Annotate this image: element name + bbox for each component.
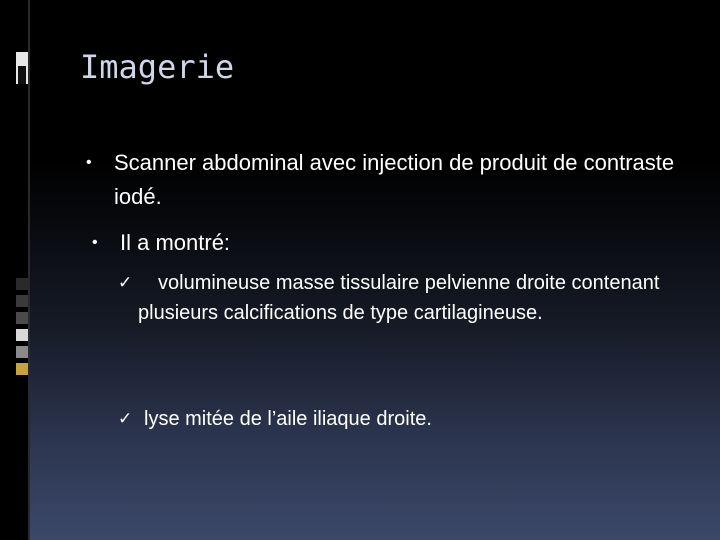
sidebar-divider: [28, 0, 30, 540]
swatch: [16, 346, 28, 358]
sub-bullet-item: [118, 404, 678, 434]
bullet-dot-icon: •: [86, 154, 92, 171]
slide-title: Imagerie: [80, 48, 235, 86]
bullet-item: [92, 226, 692, 260]
sub-bullet-item: [118, 268, 678, 328]
swatch: [16, 278, 28, 290]
color-swatches: [16, 278, 28, 380]
checkmark-icon: ✓: [118, 409, 133, 429]
sub-bullet-text: volumineuse masse tissulaire pelvienne droite contenant plusieurs calcifications de type cartilagineuse.: [138, 272, 660, 324]
swatch: [16, 295, 28, 307]
bullet-dot-icon: •: [92, 234, 98, 251]
bullet-text: Scanner abdominal avec injection de produit de contraste iodé.: [114, 150, 675, 209]
bullet-item: [86, 146, 686, 214]
checkmark-icon: ✓: [118, 273, 133, 293]
title-accent-inner: [18, 66, 26, 84]
swatch: [16, 329, 28, 341]
sub-bullet-text: lyse mitée de l’aile iliaque droite.: [144, 408, 432, 430]
bullet-text: Il a montré:: [120, 230, 231, 255]
swatch: [16, 312, 28, 324]
swatch: [16, 363, 28, 375]
